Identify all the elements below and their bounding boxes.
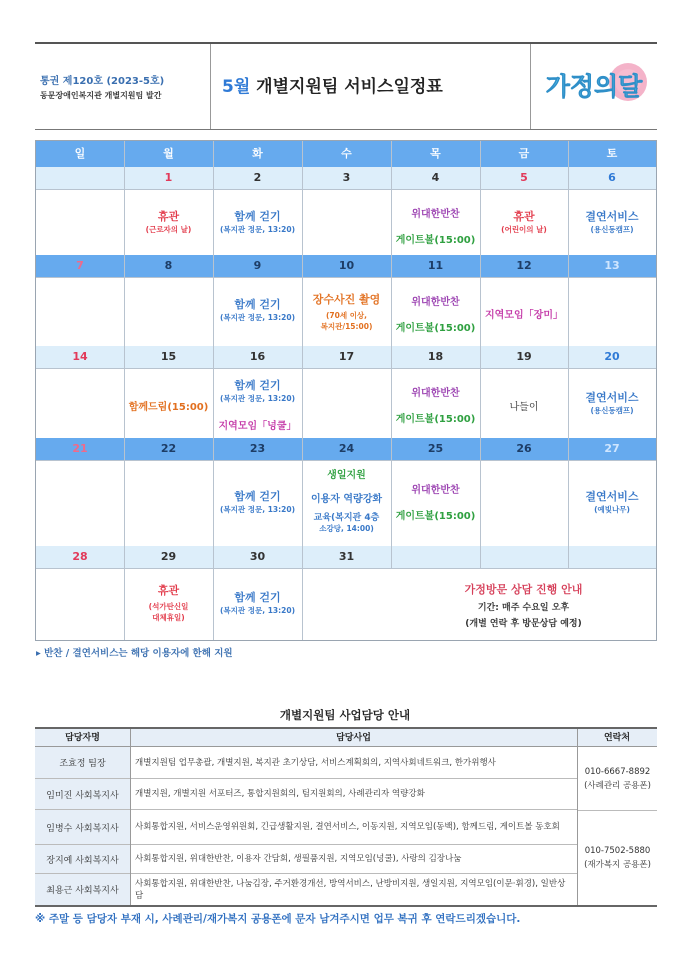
title-text: 개별지원팀 서비스일정표 bbox=[250, 77, 443, 97]
weekday-fri: 금 bbox=[518, 147, 530, 160]
event-closed: 휴관 (석가탄신일 대체휴일) bbox=[148, 584, 189, 622]
date-cell: 2 bbox=[253, 171, 262, 184]
contact-desc: (재가복지 공용폰) bbox=[584, 860, 651, 870]
grid-line bbox=[213, 141, 214, 640]
staff-duty: 사회통합지원, 서비스운영위원회, 긴급생활지원, 결연서비스, 이동지원, 지역모임(동백), 함께드림, 게이트볼 동호회 bbox=[135, 822, 560, 832]
date-cell: 7 bbox=[76, 259, 84, 272]
contact-cell bbox=[577, 811, 657, 905]
header-contact: 연락처 bbox=[603, 733, 631, 743]
staff-row bbox=[35, 810, 657, 845]
event-sponsorship: 결연서비스 (예빛나무) bbox=[585, 490, 639, 514]
event-local-group: 지역모임「넝쿨」 bbox=[218, 421, 297, 432]
weekday-tue: 화 bbox=[252, 147, 263, 160]
staff-name: 임미진 사회복지사 bbox=[35, 779, 130, 809]
staff-row bbox=[35, 747, 657, 779]
header-name: 담당자명 bbox=[65, 733, 100, 743]
date-cell: 27 bbox=[604, 442, 620, 455]
event-closed: 휴관 (근로자의 날) bbox=[145, 210, 192, 234]
date-cell: 13 bbox=[604, 259, 620, 272]
staff-duty: 사회통합지원, 위대한반찬, 나눔김장, 주거환경개선, 방역서비스, 난방비지원, 생일지원, 지역모임(이문·휘경), 일반상담 bbox=[135, 878, 566, 901]
weekday-mon: 월 bbox=[163, 147, 174, 160]
event-sponsorship: 결연서비스 (용신동캠프) bbox=[585, 391, 639, 415]
grid-line bbox=[36, 277, 656, 278]
date-cell: 17 bbox=[338, 350, 355, 363]
grid-line bbox=[124, 141, 125, 640]
table-col-line bbox=[130, 729, 131, 905]
date-cell: 15 bbox=[160, 350, 177, 363]
grid-line bbox=[568, 141, 569, 568]
event-gateball: 게이트볼(15:00) bbox=[395, 235, 476, 246]
contact-cell bbox=[577, 747, 657, 811]
grid-line bbox=[302, 141, 303, 640]
table-col-line bbox=[577, 729, 578, 905]
date-cell: 5 bbox=[520, 171, 528, 184]
date-cell: 10 bbox=[338, 259, 355, 272]
header-divider bbox=[210, 44, 211, 129]
event-birthday: 생일지원 bbox=[327, 470, 366, 481]
grid-line bbox=[36, 460, 656, 461]
date-cell: 3 bbox=[342, 171, 351, 184]
date-cell: 24 bbox=[338, 442, 355, 455]
event-walk: 함께 걷기 (복지관 정문, 13:20) bbox=[219, 379, 296, 403]
event-capacity-training: 이용자 역량강화 bbox=[310, 494, 383, 505]
staff-name: 조효정 팀장 bbox=[35, 747, 130, 778]
event-walk: 함께 걷기 (복지관 정문, 13:20) bbox=[219, 591, 296, 615]
date-cell: 23 bbox=[249, 442, 266, 455]
event-gateball: 게이트볼(15:00) bbox=[395, 511, 476, 522]
event-training-place: 교육(복지관 4층 소강당, 14:00) bbox=[313, 513, 380, 533]
contact-phone: 010-7502-5880 bbox=[584, 846, 651, 856]
event-local-group: 지역모임「장미」 bbox=[485, 310, 563, 321]
date-row bbox=[36, 546, 656, 568]
grid-line bbox=[36, 368, 656, 369]
weekday-sat: 토 bbox=[606, 147, 618, 160]
date-cell: 26 bbox=[516, 442, 532, 455]
header-duty: 담당사업 bbox=[336, 733, 371, 743]
header-bottom-rule bbox=[35, 129, 657, 130]
footer-notice: ※ 주말 등 담당자 부재 시, 사례관리/재가복지 공용폰에 문자 남겨주시면 업무 복귀 후 연락드리겠습니다. bbox=[35, 913, 521, 925]
event-walk: 함께 걷기 (복지관 정문, 13:20) bbox=[219, 490, 296, 514]
date-cell: 31 bbox=[338, 550, 355, 563]
event-side-dish: 위대한반찬 bbox=[411, 209, 460, 220]
header-top-rule bbox=[35, 42, 657, 44]
event-side-dish: 위대한반찬 bbox=[411, 485, 460, 496]
date-row bbox=[36, 167, 656, 189]
monthly-calendar bbox=[35, 140, 657, 641]
weekday-sun: 일 bbox=[74, 147, 86, 160]
event-gateball: 게이트볼(15:00) bbox=[395, 323, 476, 334]
date-cell: 18 bbox=[427, 350, 444, 363]
date-row bbox=[36, 255, 656, 277]
title-month: 5월 bbox=[222, 77, 251, 97]
date-cell: 9 bbox=[253, 259, 262, 272]
date-cell: 12 bbox=[516, 259, 532, 272]
event-outing: 나들이 bbox=[509, 402, 539, 413]
date-cell: 29 bbox=[160, 550, 177, 563]
date-cell: 21 bbox=[72, 442, 88, 455]
date-cell: 19 bbox=[516, 350, 532, 363]
date-cell: 4 bbox=[431, 171, 440, 184]
date-cell: 30 bbox=[249, 550, 266, 563]
grid-line bbox=[36, 189, 656, 190]
date-cell: 22 bbox=[160, 442, 177, 455]
event-closed: 휴관 (어린이의 날) bbox=[501, 210, 547, 234]
date-cell: 6 bbox=[608, 171, 616, 184]
date-cell: 16 bbox=[249, 350, 266, 363]
event-gateball: 게이트볼(15:00) bbox=[395, 414, 476, 425]
home-visit-period: 기간: 매주 수요일 오후 bbox=[477, 603, 570, 613]
date-cell: 8 bbox=[164, 259, 173, 272]
date-cell: 14 bbox=[72, 350, 88, 363]
date-cell: 25 bbox=[427, 442, 444, 455]
date-cell: 20 bbox=[604, 350, 620, 363]
staff-row bbox=[35, 874, 657, 905]
event-together-dream: 함께드림(15:00) bbox=[128, 402, 209, 413]
date-row bbox=[36, 438, 656, 460]
grid-line bbox=[36, 568, 656, 569]
contact-desc: (사례관리 공용폰) bbox=[584, 781, 651, 791]
event-sponsorship: 결연서비스 (용신동캠프) bbox=[585, 210, 639, 234]
issue-number: 통권 제120호 (2023-5호) bbox=[40, 76, 165, 87]
event-walk: 함께 걷기 (복지관 정문, 13:20) bbox=[219, 210, 296, 234]
staff-row bbox=[35, 779, 657, 810]
staff-table bbox=[35, 727, 657, 907]
event-side-dish: 위대한반찬 bbox=[411, 297, 460, 308]
contact-phone: 010-6667-8892 bbox=[584, 767, 651, 777]
staff-name: 최용근 사회복지사 bbox=[35, 874, 130, 905]
page-title bbox=[222, 72, 522, 97]
weekday-wed: 수 bbox=[341, 147, 352, 160]
staff-name: 장지예 사회복지사 bbox=[35, 845, 130, 873]
event-longevity-photo: 장수사진 촬영 (70세 이상, 복지관/15:00) bbox=[312, 293, 381, 331]
header-divider bbox=[530, 44, 531, 129]
date-cell: 28 bbox=[72, 550, 88, 563]
weekday-thu: 목 bbox=[430, 147, 441, 160]
family-month-logo bbox=[540, 60, 652, 110]
date-row bbox=[36, 346, 656, 368]
calendar-note: ▸ 반찬 / 결연서비스는 해당 이용자에 한해 지원 bbox=[36, 648, 233, 659]
grid-line bbox=[480, 141, 481, 568]
staff-row bbox=[35, 845, 657, 874]
weekday-header bbox=[36, 141, 656, 167]
event-side-dish: 위대한반찬 bbox=[411, 388, 460, 399]
date-cell: 1 bbox=[164, 171, 173, 184]
event-walk: 함께 걷기 (복지관 정문, 13:20) bbox=[219, 298, 296, 322]
publisher: 동문장애인복지관 개별지원팀 발간 bbox=[40, 91, 162, 100]
staff-table-header bbox=[35, 729, 657, 747]
date-cell: 11 bbox=[427, 259, 444, 272]
staff-table-title: 개별지원팀 사업담당 안내 bbox=[279, 708, 411, 722]
staff-name: 임병수 사회복지사 bbox=[35, 810, 130, 844]
staff-duty: 개별지원, 개별지원 서포터즈, 통합지원회의, 팀지원회의, 사례관리자 역량강화 bbox=[135, 789, 425, 799]
home-visit-notice-title: 가정방문 상담 진행 안내 bbox=[464, 583, 583, 596]
staff-duty: 사회통합지원, 위대한반찬, 이용자 간담회, 생필품지원, 지역모임(넝쿨), 사랑의 김장나눔 bbox=[135, 854, 462, 864]
staff-duty: 개별지원팀 업무총괄, 개별지원, 복지관 초기상담, 서비스계획회의, 지역사회네트워크, 한가위행사 bbox=[135, 757, 496, 768]
logo-text: 가정의달 bbox=[545, 72, 643, 101]
home-visit-detail: (개별 연락 후 방문상담 예정) bbox=[465, 619, 582, 629]
grid-line bbox=[391, 141, 392, 568]
